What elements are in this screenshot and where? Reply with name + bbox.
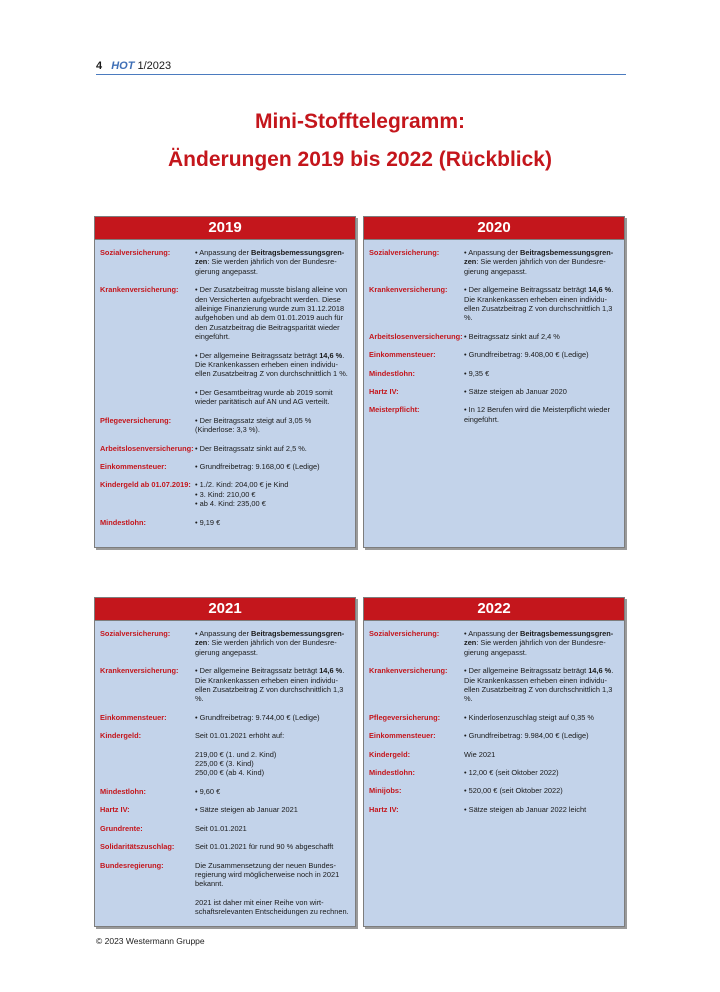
row-value bbox=[464, 805, 619, 814]
row-label: Einkommensteuer: bbox=[100, 712, 167, 722]
value-paragraph bbox=[464, 369, 619, 378]
value-text: • Beitragssatz sinkt auf 2,4 % bbox=[464, 331, 560, 341]
row-value bbox=[464, 387, 619, 396]
value-paragraph bbox=[195, 444, 350, 453]
value-paragraph bbox=[464, 666, 619, 704]
info-row bbox=[369, 405, 619, 424]
panel-rows bbox=[95, 621, 355, 932]
page-header bbox=[96, 60, 626, 75]
row-label: Einkommensteuer: bbox=[369, 350, 436, 360]
row-value bbox=[464, 786, 619, 795]
row-value bbox=[195, 787, 350, 796]
value-text: Wie 2021 bbox=[464, 749, 496, 759]
row-value bbox=[464, 248, 619, 276]
info-row bbox=[100, 444, 350, 453]
row-value bbox=[464, 731, 619, 740]
value-text: : Sie werden jährlich von der Bundesre- gierung angepasst. bbox=[195, 638, 337, 657]
info-row bbox=[369, 248, 619, 276]
row-label: Kindergeld: bbox=[369, 749, 411, 759]
value-highlight: 14,6 % bbox=[588, 666, 612, 676]
row-label: Sozialversicherung: bbox=[100, 629, 171, 638]
value-text: • Grundfreibetrag: 9.984,00 € (Ledige) bbox=[464, 731, 589, 741]
info-row bbox=[369, 805, 619, 814]
row-label: Einkommensteuer: bbox=[100, 461, 167, 471]
row-label: Mindestlohn: bbox=[369, 368, 415, 378]
value-text: • 9,35 € bbox=[464, 368, 490, 378]
panel-rows bbox=[95, 240, 355, 542]
row-value bbox=[195, 666, 350, 704]
value-text: • Der allgemeine Beitragssatz beträgt bbox=[464, 666, 589, 676]
value-text: : Sie werden jährlich von der Bundesre- gierung angepasst. bbox=[195, 257, 337, 276]
info-row bbox=[100, 416, 350, 435]
value-paragraph bbox=[464, 350, 619, 359]
value-highlight: 14,6 % bbox=[319, 350, 343, 360]
info-row bbox=[100, 629, 350, 657]
panel-year: 2021 bbox=[95, 598, 355, 621]
row-value bbox=[195, 805, 350, 814]
row-label: Krankenversicherung: bbox=[369, 285, 448, 295]
info-row bbox=[369, 369, 619, 378]
value-text: • Kinderlosenzuschlag steigt auf 0,35 % bbox=[464, 712, 594, 722]
value-text: • 520,00 € (seit Oktober 2022) bbox=[464, 786, 563, 796]
value-text: . Die Krankenkassen erheben einen individu- ellen Zusatzbeitrag Z von durchschnittlich 1,3 %. bbox=[464, 285, 614, 323]
info-row bbox=[369, 666, 619, 704]
page-subtitle: Änderungen 2019 bis 2022 (Rückblick) bbox=[168, 148, 552, 171]
row-value bbox=[464, 629, 619, 657]
panel-year: 2022 bbox=[364, 598, 624, 621]
value-paragraph bbox=[195, 787, 350, 796]
value-paragraph bbox=[464, 805, 619, 814]
info-row bbox=[100, 248, 350, 276]
row-label: Sozialversicherung: bbox=[369, 629, 440, 638]
value-text: • Sätze steigen ab Januar 2021 bbox=[195, 805, 298, 815]
value-paragraph bbox=[464, 405, 619, 424]
value-text: • Anpassung der bbox=[195, 248, 252, 257]
value-paragraph bbox=[195, 480, 350, 508]
value-text: • 1./2. Kind: 204,00 € je Kind • 3. Kind: 210,00 € • ab 4. Kind: 235,00 € bbox=[195, 480, 289, 509]
value-text: • Anpassung der bbox=[464, 248, 521, 257]
value-paragraph bbox=[195, 824, 350, 833]
value-paragraph bbox=[195, 731, 350, 740]
row-label: Mindestlohn: bbox=[369, 768, 415, 778]
info-row bbox=[100, 861, 350, 917]
row-label: Sozialversicherung: bbox=[369, 248, 440, 257]
row-value bbox=[195, 824, 350, 833]
value-paragraph bbox=[195, 248, 350, 276]
row-label: Kindergeld ab 01.07.2019: bbox=[100, 480, 191, 490]
value-paragraph bbox=[464, 285, 619, 323]
info-row bbox=[369, 731, 619, 740]
value-text: . Die Krankenkassen erheben einen individu- ellen Zusatzbeitrag Z von durchschnittlich 1 %. bbox=[195, 350, 348, 379]
value-paragraph bbox=[195, 351, 350, 379]
issue-number: 1/2023 bbox=[137, 60, 172, 72]
row-value bbox=[195, 416, 350, 435]
info-row bbox=[369, 768, 619, 777]
value-text: • Grundfreibetrag: 9.408,00 € (Ledige) bbox=[464, 350, 589, 360]
info-row bbox=[369, 786, 619, 795]
panel-rows bbox=[364, 240, 624, 439]
info-row bbox=[369, 750, 619, 759]
row-value bbox=[195, 518, 350, 527]
info-row bbox=[100, 518, 350, 527]
row-label: Grundrente: bbox=[100, 823, 143, 833]
value-paragraph bbox=[195, 462, 350, 471]
row-label: Krankenversicherung: bbox=[100, 666, 179, 676]
value-text: Seit 01.01.2021 bbox=[195, 823, 247, 833]
row-value bbox=[195, 462, 350, 471]
row-label: Arbeitslosenversicherung: bbox=[369, 331, 463, 341]
value-paragraph bbox=[464, 786, 619, 795]
row-value bbox=[195, 713, 350, 722]
row-value bbox=[195, 731, 350, 778]
value-text: • Grundfreibetrag: 9.168,00 € (Ledige) bbox=[195, 461, 320, 471]
value-text: • Der Zusatzbeitrag musste bislang alleine von den Versicherten aufgebracht werden. Diese alleinige Finanzierung wurde zum 31.12.2018 aufgehoben und ab dem 01.01.2019 auch für den Zusatzbeitrag die Beitragsparität wieder eingeführt. bbox=[195, 285, 348, 342]
info-row bbox=[100, 285, 350, 406]
value-paragraph bbox=[464, 768, 619, 777]
value-highlight: Beitragsbemessungsgren- zen bbox=[464, 629, 614, 648]
value-paragraph bbox=[195, 629, 350, 657]
row-label: Pflegeversicherung: bbox=[369, 712, 441, 722]
value-paragraph bbox=[464, 750, 619, 759]
value-text: • Anpassung der bbox=[195, 629, 252, 638]
row-label: Hartz IV: bbox=[369, 804, 399, 814]
copyright-footer: © 2023 Westermann Gruppe bbox=[96, 936, 205, 946]
info-row bbox=[100, 842, 350, 851]
info-row bbox=[369, 713, 619, 722]
value-paragraph bbox=[464, 629, 619, 657]
value-text: Seit 01.01.2021 für rund 90 % abgeschafft bbox=[195, 842, 334, 852]
row-value bbox=[464, 666, 619, 704]
row-label: Meisterpflicht: bbox=[369, 405, 420, 415]
value-text: Seit 01.01.2021 erhöht auf: bbox=[195, 731, 285, 741]
row-label: Arbeitslosenversicherung: bbox=[100, 443, 194, 453]
row-value bbox=[195, 285, 350, 406]
row-value bbox=[464, 713, 619, 722]
row-label: Minijobs: bbox=[369, 786, 402, 796]
panel-rows bbox=[364, 621, 624, 829]
info-row bbox=[100, 713, 350, 722]
value-text: • In 12 Berufen wird die Meisterpflicht wieder eingeführt. bbox=[464, 405, 610, 424]
value-text: • Anpassung der bbox=[464, 629, 521, 638]
value-highlight: Beitragsbemessungsgren- zen bbox=[464, 248, 614, 267]
panel-2022 bbox=[363, 597, 625, 927]
row-value bbox=[464, 350, 619, 359]
panel-year: 2020 bbox=[364, 217, 624, 240]
row-value bbox=[464, 369, 619, 378]
panel-2020 bbox=[363, 216, 625, 548]
info-row bbox=[100, 666, 350, 704]
info-row bbox=[369, 387, 619, 396]
value-text: • Der Beitragssatz steigt auf 3,05 % (Kinderlose: 3,3 %). bbox=[195, 415, 312, 435]
row-value bbox=[464, 332, 619, 341]
value-paragraph bbox=[195, 898, 350, 917]
value-text: • 9,19 € bbox=[195, 517, 221, 527]
value-text: • Sätze steigen ab Januar 2022 leicht bbox=[464, 804, 587, 814]
info-row bbox=[100, 480, 350, 508]
info-row bbox=[100, 731, 350, 778]
value-text: . Die Krankenkassen erheben einen individu- ellen Zusatzbeitrag Z von durchschnittlich 1,3 %. bbox=[195, 666, 345, 704]
value-paragraph bbox=[195, 666, 350, 704]
row-value bbox=[464, 768, 619, 777]
row-label: Pflegeversicherung: bbox=[100, 415, 172, 425]
value-text: : Sie werden jährlich von der Bundesre- gierung angepasst. bbox=[464, 638, 606, 657]
row-label: Krankenversicherung: bbox=[100, 285, 179, 295]
info-row bbox=[369, 629, 619, 657]
value-text: 219,00 € (1. und 2. Kind) 225,00 € (3. Kind) 250,00 € (ab 4. Kind) bbox=[195, 749, 277, 778]
value-text: • Der allgemeine Beitragssatz beträgt bbox=[464, 285, 589, 295]
value-paragraph bbox=[195, 416, 350, 435]
value-paragraph bbox=[464, 332, 619, 341]
value-text: : Sie werden jährlich von der Bundesre- gierung angepasst. bbox=[464, 257, 606, 276]
row-label: Einkommensteuer: bbox=[369, 731, 436, 741]
row-value bbox=[464, 285, 619, 323]
value-paragraph bbox=[195, 518, 350, 527]
value-paragraph bbox=[195, 388, 350, 407]
value-highlight: Beitragsbemessungsgren- zen bbox=[195, 629, 345, 648]
value-paragraph bbox=[195, 805, 350, 814]
info-row bbox=[369, 285, 619, 323]
row-value bbox=[195, 248, 350, 276]
hot-logo: HOT bbox=[111, 60, 135, 72]
value-text: • Der Gesamtbeitrag wurde ab 2019 somit wieder paritätisch auf AN und AG verteilt. bbox=[195, 387, 333, 407]
info-row bbox=[100, 805, 350, 814]
panel-2021 bbox=[94, 597, 356, 927]
row-value bbox=[195, 629, 350, 657]
row-label: Kindergeld: bbox=[100, 731, 142, 741]
row-label: Mindestlohn: bbox=[100, 517, 146, 527]
value-text: . Die Krankenkassen erheben einen individu- ellen Zusatzbeitrag Z von durchschnittlich 1,3 %. bbox=[464, 666, 614, 704]
value-paragraph bbox=[195, 713, 350, 722]
row-label: Hartz IV: bbox=[369, 387, 399, 397]
panel-2019 bbox=[94, 216, 356, 548]
value-paragraph bbox=[195, 285, 350, 341]
info-row bbox=[100, 787, 350, 796]
value-text: • Grundfreibetrag: 9.744,00 € (Ledige) bbox=[195, 712, 320, 722]
value-paragraph bbox=[195, 750, 350, 778]
page-number: 4 bbox=[96, 60, 103, 72]
row-label: Hartz IV: bbox=[100, 805, 130, 815]
value-highlight: 14,6 % bbox=[588, 285, 612, 295]
row-value bbox=[464, 405, 619, 424]
value-paragraph bbox=[195, 842, 350, 851]
value-text: • 12,00 € (seit Oktober 2022) bbox=[464, 768, 559, 778]
value-paragraph bbox=[464, 248, 619, 276]
row-label: Mindestlohn: bbox=[100, 786, 146, 796]
value-highlight: 14,6 % bbox=[319, 666, 343, 676]
value-paragraph bbox=[464, 731, 619, 740]
value-text: • Der allgemeine Beitragssatz beträgt bbox=[195, 666, 320, 676]
info-row bbox=[369, 350, 619, 359]
row-value bbox=[195, 480, 350, 508]
value-paragraph bbox=[464, 387, 619, 396]
info-row bbox=[100, 462, 350, 471]
info-row bbox=[369, 332, 619, 341]
row-label: Krankenversicherung: bbox=[369, 666, 448, 676]
value-text: • 9,60 € bbox=[195, 786, 221, 796]
row-value bbox=[195, 842, 350, 851]
row-value bbox=[195, 444, 350, 453]
row-value bbox=[464, 750, 619, 759]
row-label: Solidaritätszuschlag: bbox=[100, 842, 175, 852]
row-value bbox=[195, 861, 350, 917]
value-paragraph bbox=[195, 861, 350, 889]
value-text: 2021 ist daher mit einer Reihe von wirt- schaftsrelevanten Entscheidungen zu rechnen. bbox=[195, 897, 349, 917]
info-row bbox=[100, 824, 350, 833]
row-label: Bundesregierung: bbox=[100, 860, 164, 870]
page-title: Mini-Stofftelegramm: bbox=[255, 110, 465, 133]
value-text: • Sätze steigen ab Januar 2020 bbox=[464, 387, 567, 397]
row-label: Sozialversicherung: bbox=[100, 248, 171, 257]
value-text: • Der allgemeine Beitragssatz beträgt bbox=[195, 350, 320, 360]
value-text: Die Zusammensetzung der neuen Bundes- regierung wird möglicherweise noch in 2021 bekannt. bbox=[195, 860, 340, 889]
value-highlight: Beitragsbemessungsgren- zen bbox=[195, 248, 345, 267]
value-paragraph bbox=[464, 713, 619, 722]
panel-year: 2019 bbox=[95, 217, 355, 240]
value-text: • Der Beitragssatz sinkt auf 2,5 %. bbox=[195, 443, 307, 453]
